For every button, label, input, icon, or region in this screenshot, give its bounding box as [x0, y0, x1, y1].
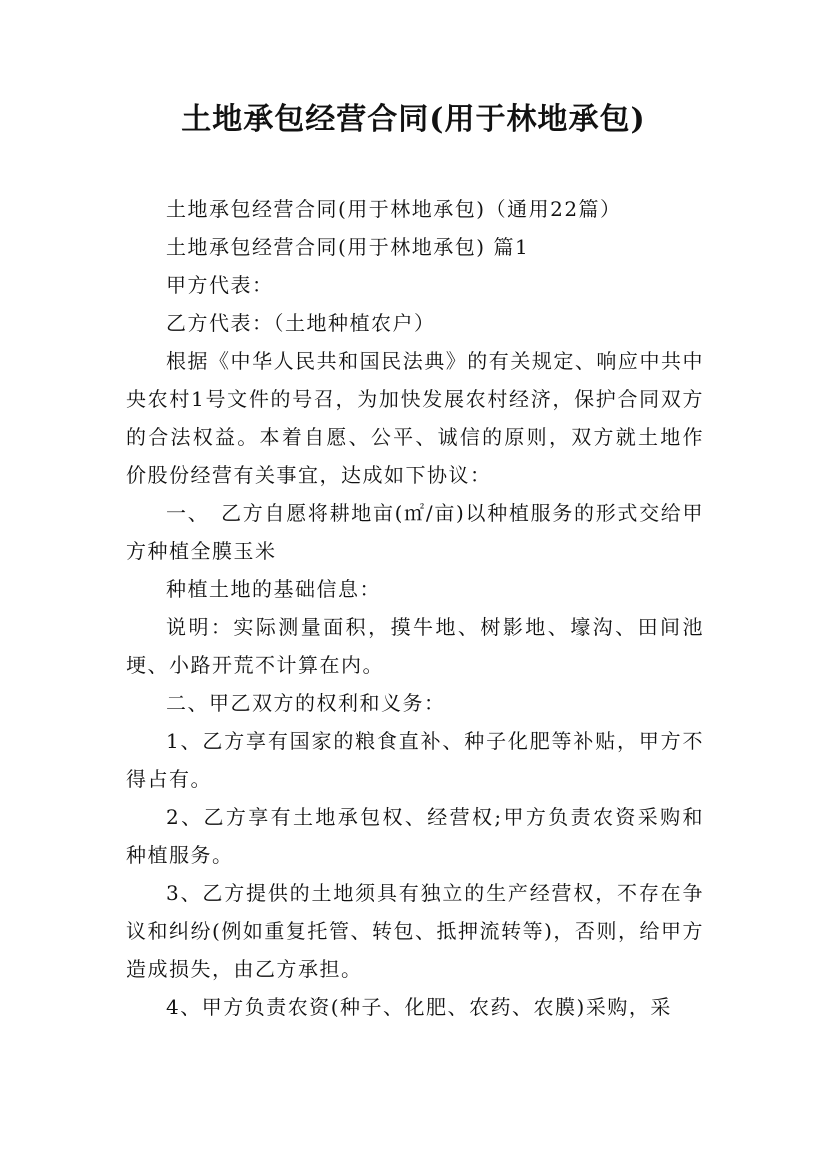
paragraph: 2、乙方享有土地承包权、经营权;甲方负责农资采购和种植服务。 [126, 805, 704, 867]
document-title: 土地承包经营合同(用于林地承包) [181, 102, 646, 137]
paragraph: 说明：实际测量面积，摸牛地、树影地、壕沟、田间池埂、小路开荒不计算在内。 [126, 615, 704, 677]
document-body [126, 190, 704, 1026]
paragraph: 二、甲乙双方的权利和义务： [166, 691, 446, 715]
paragraph: 甲方代表： [166, 273, 274, 297]
paragraph: 土地承包经营合同(用于林地承包) 篇1 [166, 235, 530, 259]
paragraph: 1、乙方享有国家的粮食直补、种子化肥等补贴，甲方不得占有。 [126, 729, 704, 791]
paragraph: 3、乙方提供的土地须具有独立的生产经营权，不存在争议和纠纷(例如重复托管、转包、抵押流转等)，否则，给甲方造成损失，由乙方承担。 [126, 881, 704, 981]
paragraph: 土地承包经营合同(用于林地承包)（通用22篇） [166, 197, 622, 221]
paragraph: 根据《中华人民共和国民法典》的有关规定、响应中共中央农村1号文件的号召，为加快发展农村经济，保护合同双方的合法权益。本着自愿、公平、诚信的原则，双方就土地作价股份经营有关事宜，达成如下协议： [126, 349, 704, 487]
paragraph: 一、 乙方自愿将耕地亩(㎡/亩)以种植服务的形式交给甲方种植全膜玉米 [126, 501, 704, 563]
paragraph: 4、甲方负责农资(种子、化肥、农药、农膜)采购，采 [166, 995, 672, 1019]
paragraph: 乙方代表：（土地种植农户） [166, 311, 436, 335]
paragraph: 种植土地的基础信息： [166, 577, 381, 601]
